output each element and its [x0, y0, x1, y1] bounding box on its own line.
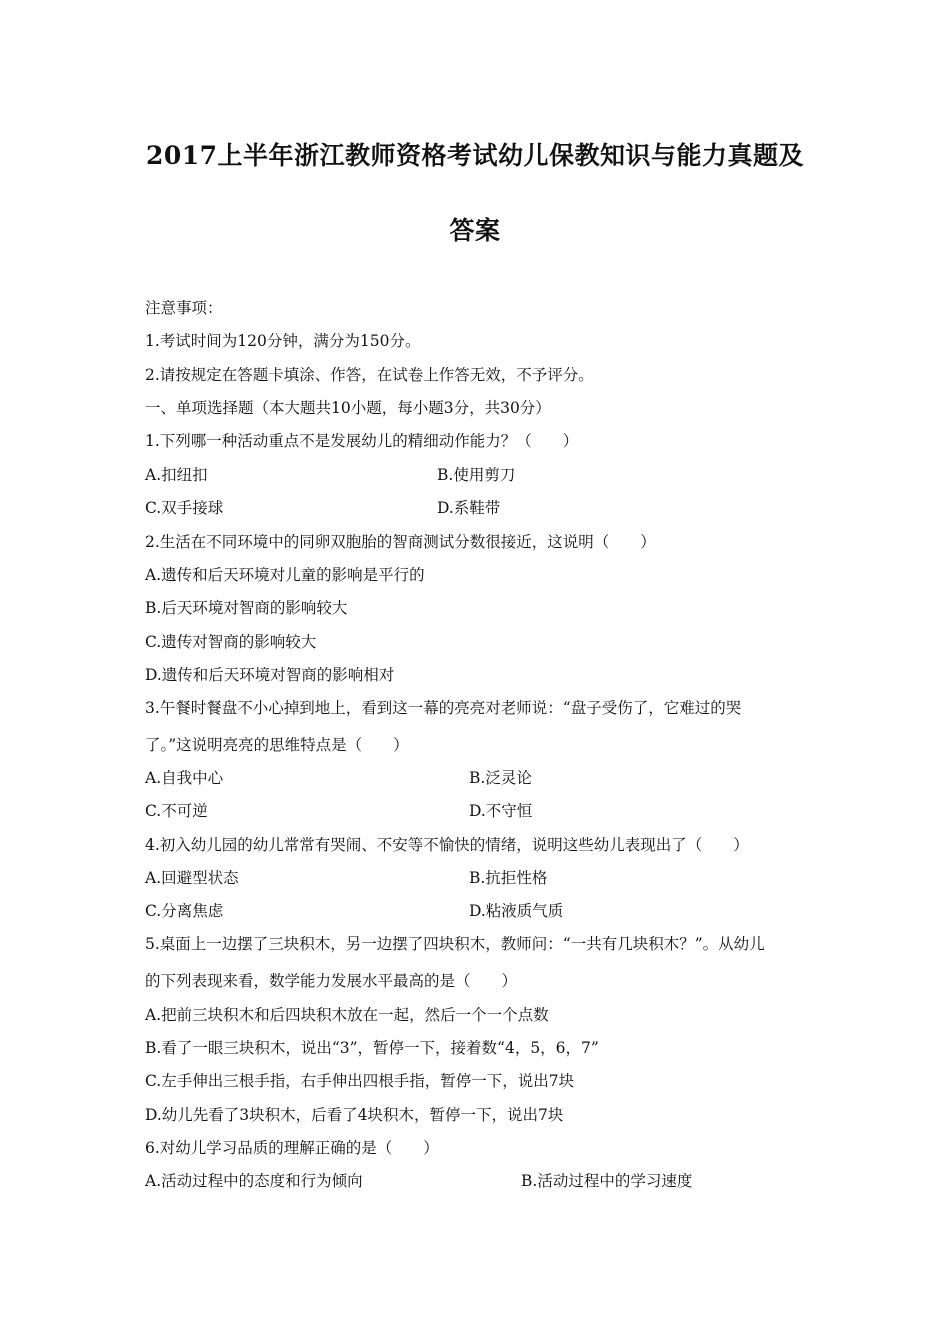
option-c: C.不可逆	[145, 802, 208, 820]
question-stem: 5.桌面上一边摆了三块积木，另一边摆了四块积木，教师问：“一共有几块积木？”。从幼儿	[145, 935, 765, 953]
option-b: B.看了一眼三块积木，说出“3”，暂停一下，接着数“4，5，6，7”	[145, 1039, 599, 1057]
option-b: B.后天环境对智商的影响较大	[145, 599, 348, 617]
option-a: A.回避型状态	[145, 869, 239, 887]
option-d: D.不守恒	[469, 802, 533, 820]
option-d: D.粘液质气质	[469, 902, 564, 920]
option-a: A.把前三块积木和后四块积木放在一起，然后一个一个点数	[145, 1006, 549, 1024]
option-a: A.扣纽扣	[145, 466, 208, 484]
option-c: C.左手伸出三根手指，右手伸出四根手指，暂停一下，说出7块	[145, 1072, 575, 1090]
note-item: 2.请按规定在答题卡填涂、作答，在试卷上作答无效，不予评分。	[145, 366, 594, 384]
question-stem: 6.对幼儿学习品质的理解正确的是（ ）	[145, 1139, 439, 1157]
notes-heading: 注意事项：	[145, 299, 223, 317]
question-stem: 2.生活在不同环境中的同卵双胞胎的智商测试分数很接近，这说明（ ）	[145, 533, 656, 551]
document-title-continued: 答案	[449, 216, 501, 245]
option-b: B.使用剪刀	[437, 466, 516, 484]
note-item: 1.考试时间为120分钟，满分为150分。	[145, 332, 421, 350]
option-b: B.抗拒性格	[469, 869, 548, 887]
question-stem: 4.初入幼儿园的幼儿常常有哭闹、不安等不愉快的情绪，说明这些幼儿表现出了（ ）	[145, 836, 749, 854]
option-d: D.系鞋带	[437, 499, 501, 517]
question-stem: 3.午餐时餐盘不小心掉到地上，看到这一幕的亮亮对老师说：“盘子受伤了，它难过的哭	[145, 699, 742, 717]
document-title: 2017上半年浙江教师资格考试幼儿保教知识与能力真题及	[145, 141, 805, 170]
question-stem: 1.下列哪一种活动重点不是发展幼儿的精细动作能力？（ ）	[145, 432, 579, 450]
section-heading: 一、单项选择题（本大题共10小题，每小题3分，共30分）	[145, 399, 551, 417]
option-b: B.泛灵论	[469, 769, 532, 787]
option-a: A.遗传和后天环境对儿童的影响是平行的	[145, 566, 425, 584]
question-stem-continued: 了。”这说明亮亮的思维特点是（ ）	[145, 736, 409, 754]
option-a: A.自我中心	[145, 769, 224, 787]
option-c: C.分离焦虑	[145, 902, 224, 920]
option-c: C.遗传对智商的影响较大	[145, 633, 317, 651]
option-c: C.双手接球	[145, 499, 224, 517]
option-b: B.活动过程中的学习速度	[521, 1172, 693, 1190]
option-d: D.遗传和后天环境对智商的影响相对	[145, 666, 395, 684]
option-a: A.活动过程中的态度和行为倾向	[145, 1172, 363, 1190]
question-stem-continued: 的下列表现来看，数学能力发展水平最高的是（ ）	[145, 972, 518, 990]
option-d: D.幼儿先看了3块积木，后看了4块积木，暂停一下，说出7块	[145, 1106, 564, 1124]
